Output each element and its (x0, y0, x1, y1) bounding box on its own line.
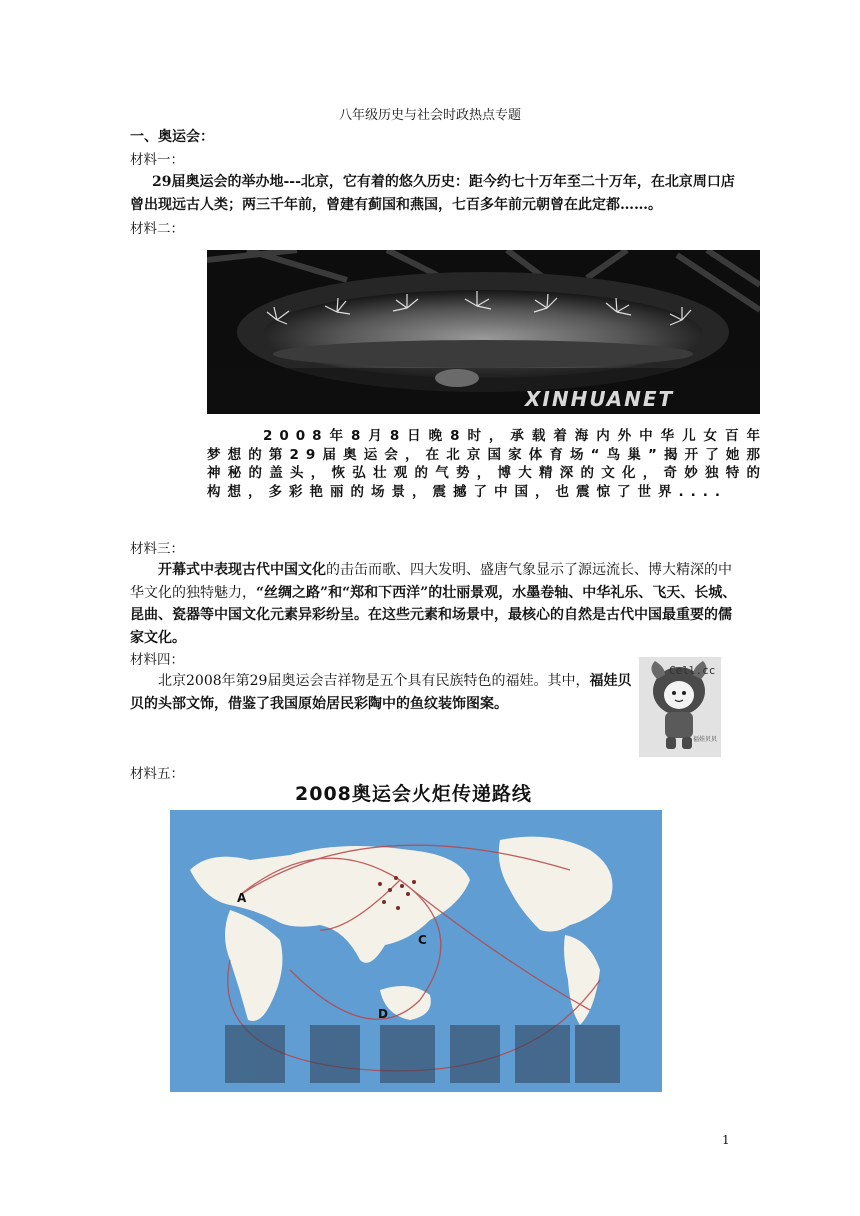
material3-tail: “丝绸之路”和“郑和下西洋”的壮丽景观，水墨卷轴、中华礼乐、飞天、长城、昆曲、瓷器等中国文化元素异彩纷呈。在这些元素和场景中，最核心的自然是古代中国最重要的儒家文化。 (130, 584, 737, 646)
xinhuanet-watermark: XINHUANET (525, 387, 675, 411)
mascot-watermark: Cell.cc (669, 664, 716, 677)
section-heading: 一、奥运会： (130, 129, 214, 145)
map-marker-c: C (418, 933, 427, 947)
mascot-caption: 福娃贝贝 (693, 736, 718, 743)
map-marker-d: D (378, 1007, 388, 1021)
fuwa-beibei-image (639, 657, 721, 757)
material1-text: 29届奥运会的举办地---北京，它有着的悠久历史：距今约七十万年至二十万年，在北京周口店曾出现远古人类；两三千年前，曾建有蓟国和燕国，七百多年前元朝曾在此定都……。 (130, 174, 735, 213)
material4-bold: 福娃贝贝的头部文饰，借鉴了我国原始居民彩陶中的鱼纹装饰图案。 (130, 673, 632, 712)
material4-normal: 北京2008年第29届奥运会吉祥物是五个具有民族特色的福娃。其中， (158, 673, 590, 689)
material3-label: 材料三： (130, 541, 184, 557)
material5-label: 材料五： (130, 766, 184, 782)
material2-caption: 2008年8月8日晚8时，承载着海内外中华儿女百年梦想的第29届奥运会，在北京国家体育场“鸟巢”揭开了她那神秘的盖头，恢弘壮观的气势，博大精深的文化，奇妙独特的构想，多彩艳丽的场景，震撼了中国，也震惊了世界.... (207, 428, 767, 500)
map-marker-a: A (237, 891, 247, 905)
material4-text (130, 670, 635, 715)
material3-lead: 开幕式中表现古代中国文化 (158, 562, 326, 578)
material2-label: 材料二： (130, 221, 184, 237)
material4-label: 材料四： (130, 652, 184, 668)
map-title: 2008奥运会火炬传递路线 (295, 783, 532, 805)
page-number: 1 (722, 1133, 730, 1147)
material1-label: 材料一： (130, 152, 184, 168)
stadium-fireworks-image (207, 250, 760, 414)
opening-ceremony-photo (207, 250, 760, 414)
material3-middle: 的击缶而歌、四大发明、盛唐气象显示了源远流长、博大精深的中华文化的独特魅力， (130, 562, 732, 601)
torch-relay-map (170, 810, 662, 1092)
document-title: 八年级历史与社会时政热点专题 (338, 108, 521, 123)
material3-text (130, 559, 742, 649)
